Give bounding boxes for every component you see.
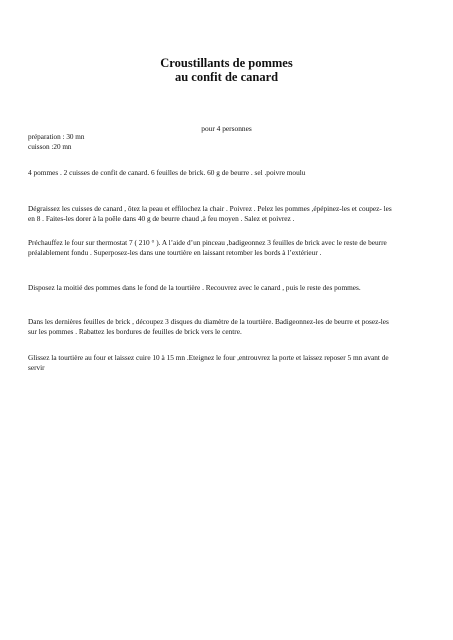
title-line-2: au confit de canard — [174, 70, 279, 84]
prep-time: préparation : 30 mn — [28, 133, 85, 141]
step-paragraph-4: Dans les dernières feuilles de brick , découpez 3 disques du diamètre de la tourtière. Badigeonnez-les de beurre et posez-les sur les pommes . Rabattez les bordures de feuilles de brick vers le centre. — [28, 317, 389, 337]
ingredients-paragraph: 4 pommes . 2 cuisses de confit de canard. 6 feuilles de brick. 60 g de beurre . sel .poivre moulu — [28, 168, 306, 177]
step-paragraph-3: Disposez la moitié des pommes dans le fond de la tourtière . Recouvrez avec le canard , puis le reste des pommes. — [28, 283, 361, 292]
step-paragraph-5: Glissez la tourtière au four et laissez cuire 10 à 15 mn .Eteignez le four ,entrouvrez la porte et laissez reposer 5 mn avant de servir — [28, 353, 389, 373]
cook-time: cuisson :20 mn — [28, 142, 72, 151]
step-paragraph-2: Préchauffez le four sur thermostat 7 ( 210 ° ). A l’aide d’un pinceau ,badigeonnez 3 feuilles de brick avec le reste de beurre préalablement fondu . Superposez-les dans une tourtière en laissant retomber les bords à l’extérieur . — [28, 238, 387, 258]
servings-text: pour 4 personnes — [201, 124, 252, 133]
step-paragraph-1: Dégraissez les cuisses de canard , ôtez la peau et effilochez la chair . Poivrez . Pelez les pommes ,épépinez-les et coupez- les en 8 . Faites-les dorer à la poêle dans 40 g de beurre chaud ,à feu moyen . Salez et poivrez . — [28, 204, 392, 224]
recipe-times — [28, 133, 85, 152]
title-line-1: Croustillants de pommes — [160, 56, 293, 70]
recipe-title — [0, 56, 453, 84]
